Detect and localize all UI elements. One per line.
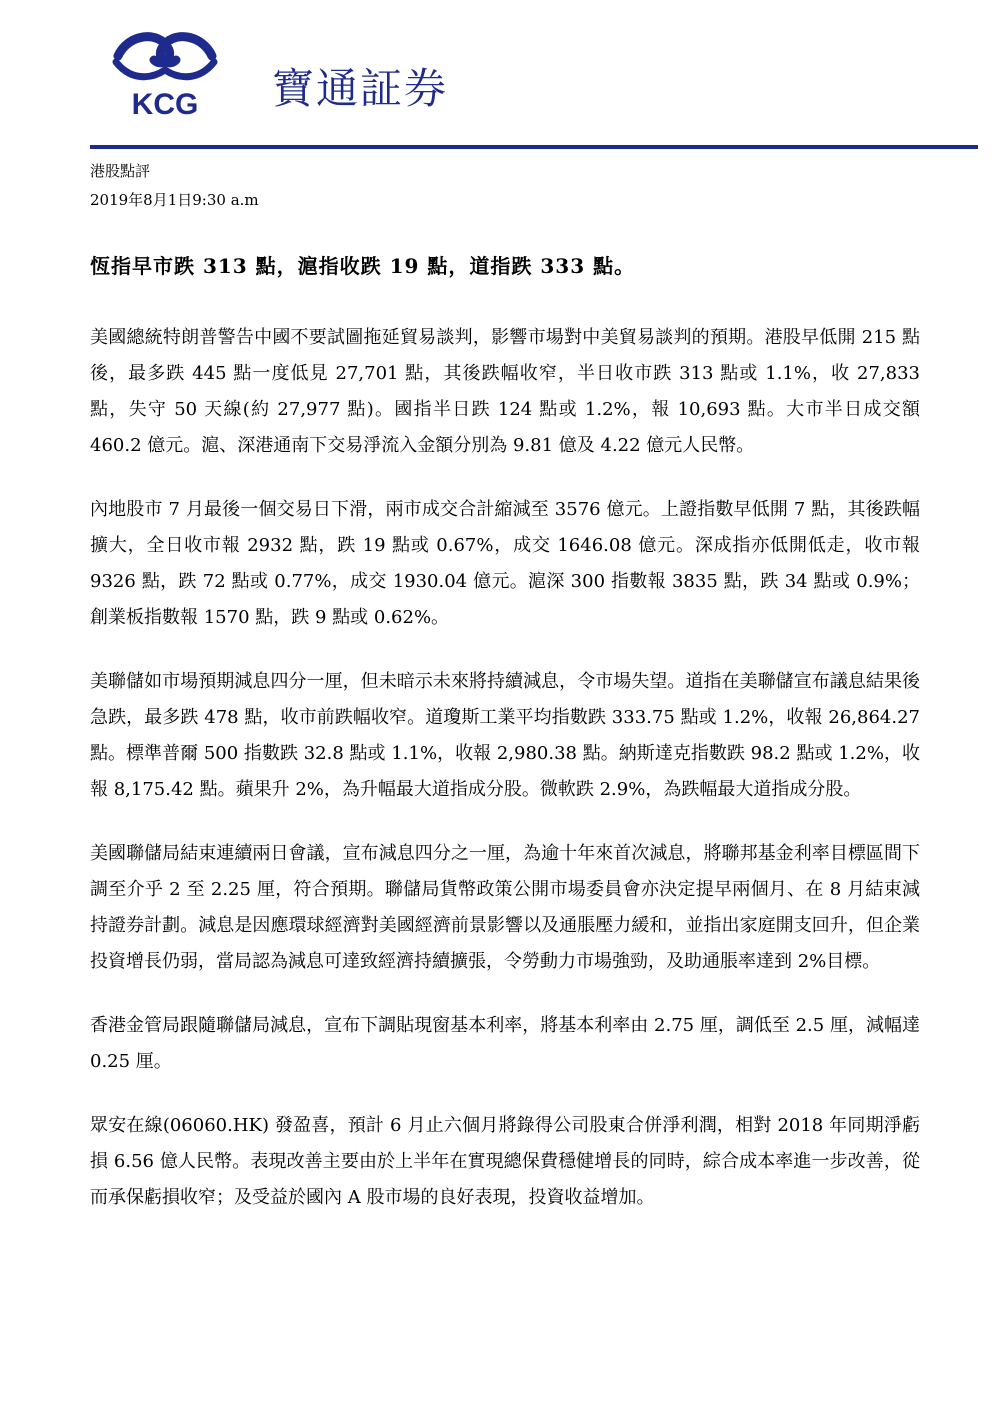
article-body <box>90 320 920 1244</box>
header-divider <box>90 145 978 149</box>
logo-text: KCG <box>131 88 199 121</box>
kcg-logo-mark <box>110 28 220 128</box>
paragraph-china-market: 內地股市 7 月最後一個交易日下滑，兩市成交合計縮減至 3576 億元。上證指數早低開 7 點，其後跌幅擴大，全日收市報 2932 點，跌 19 點或 0.67%，成交 1646.08 億元。深成指亦低開低走，收市報 9326 點，跌 72 點或 0.77%，成交 1930.04 億元。滬深 300 指數報 3835 點，跌 34 點或 0.9%；創業板指數報 1570 點，跌 9 點或 0.62%。 <box>90 499 920 628</box>
paragraph-fed-rate: 美國聯儲局結束連續兩日會議，宣布減息四分之一厘，為逾十年來首次減息，將聯邦基金利率目標區間下調至介乎 2 至 2.25 厘，符合預期。聯儲局貨幣政策公開市場委員會亦決定提早兩個月、在 8 月結束減持證券計劃。減息是因應環球經濟對美國經濟前景影響以及通脹壓力緩和，並指出家庭開支回升，但企業投資增長仍弱，當局認為減息可達致經濟持續擴張，令勞動力市場強勁，及助通脹率達到 2%目標。 <box>90 843 920 972</box>
paragraph-zhongan: 眾安在線(06060.HK) 發盈喜，預計 6 月止六個月將錄得公司股東合併淨利潤，相對 2018 年同期淨虧損 6.56 億人民幣。表現改善主要由於上半年在實現總保費穩健增長的同時，綜合成本率進一步改善，從而承保虧損收窄；及受益於國內 A 股市場的良好表現，投資收益增加。 <box>90 1115 920 1208</box>
kcg-logo <box>110 28 220 128</box>
brand-name: 寶通証券 <box>272 64 449 113</box>
report-type: 港股點評 <box>90 162 151 180</box>
headline: 恆指早市跌 313 點，滬指收跌 19 點，道指跌 333 點。 <box>90 254 636 278</box>
paragraph-hkma: 香港金管局跟隨聯儲局減息，宣布下調貼現窗基本利率，將基本利率由 2.75 厘，調低至 2.5 厘，減幅達 0.25 厘。 <box>90 1015 920 1072</box>
paragraph-hk-market: 美國總統特朗普警告中國不要試圖拖延貿易談判，影響市場對中美貿易談判的預期。港股早低開 215 點後，最多跌 445 點一度低見 27,701 點，其後跌幅收窄，半日收市跌 313 點或 1.1%，收 27,833 點，失守 50 天線(約 27,977 點)。國指半日跌 124 點或 1.2%，報 10,693 點。大市半日成交額 460.2 億元。滬、深港通南下交易淨流入金額分別為 9.81 億及 4.22 億元人民幣。 <box>90 327 920 456</box>
report-datetime: 2019年8月1日9:30 a.m <box>90 191 259 209</box>
paragraph-us-market: 美聯儲如市場預期減息四分一厘，但未暗示未來將持續減息，令市場失望。道指在美聯儲宣布議息結果後急跌，最多跌 478 點，收市前跌幅收窄。道瓊斯工業平均指數跌 333.75 點或 1.2%，收報 26,864.27 點。標準普爾 500 指數跌 32.8 點或 1.1%，收報 2,980.38 點。納斯達克指數跌 98.2 點或 1.2%，收報 8,175.42 點。蘋果升 2%，為升幅最大道指成分股。微軟跌 2.9%，為跌幅最大道指成分股。 <box>90 671 920 800</box>
